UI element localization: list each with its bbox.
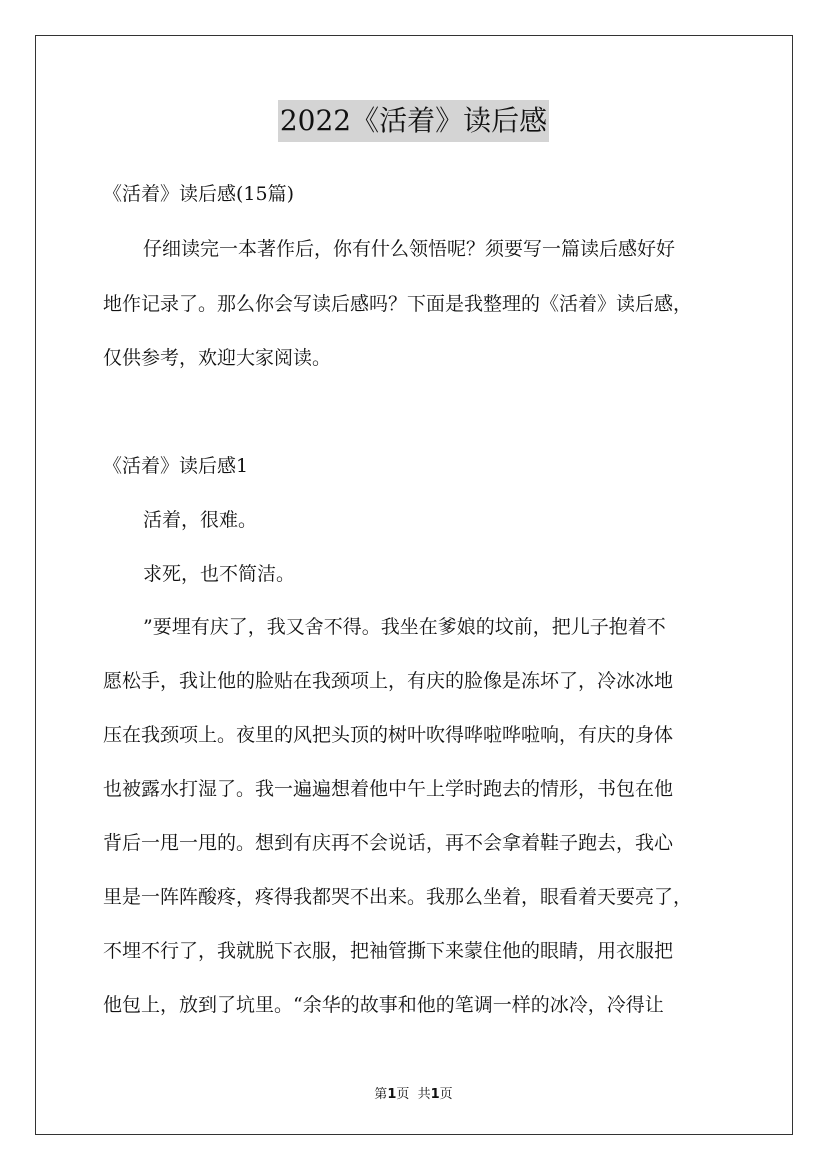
paragraph-3-line-5: 背后一甩一甩的。想到有庆再不会说话，再不会拿着鞋子跑去，我心 <box>103 832 674 854</box>
subtitle: 《活着》读后感(15篇) <box>103 183 295 205</box>
section-heading: 《活着》读后感1 <box>103 455 249 477</box>
intro-line-2: 地作记录了。那么你会写读后感吗？下面是我整理的《活着》读后感， <box>103 293 693 315</box>
paragraph-3-line-3: 压在我颈项上。夜里的风把头顶的树叶吹得哗啦哗啦响，有庆的身体 <box>103 724 674 746</box>
footer-mid: 页 共 <box>396 1087 431 1102</box>
document-title: 2022《活着》读后感 <box>278 100 549 142</box>
intro-line-1: 仔细读完一本著作后，你有什么领悟呢？须要写一篇读后感好好 <box>143 238 676 260</box>
paragraph-3-line-4: 也被露水打湿了。我一遍遍想着他中午上学时跑去的情形，书包在他 <box>103 778 674 800</box>
intro-line-3: 仅供参考，欢迎大家阅读。 <box>103 347 332 369</box>
paragraph-3-line-6: 里是一阵阵酸疼，疼得我都哭不出来。我那么坐着，眼看着天要亮了， <box>103 886 693 908</box>
footer-page-current: 1 <box>387 1087 397 1102</box>
paragraph-1: 活着，很难。 <box>143 509 258 531</box>
footer-prefix: 第 <box>374 1087 388 1102</box>
paragraph-3-line-2: 愿松手，我让他的脸贴在我颈项上，有庆的脸像是冻坏了，冷冰冰地 <box>103 670 674 692</box>
paragraph-3-line-8: 他包上，放到了坑里。“余华的故事和他的笔调一样的冰冷，冷得让 <box>103 994 664 1016</box>
footer-page-total: 1 <box>430 1087 440 1102</box>
title-container <box>0 100 827 142</box>
page-footer <box>0 1083 827 1102</box>
paragraph-3-line-7: 不埋不行了，我就脱下衣服，把袖管撕下来蒙住他的眼睛，用衣服把 <box>103 940 674 962</box>
paragraph-3-line-1: ”要埋有庆了，我又舍不得。我坐在爹娘的坟前，把儿子抱着不 <box>143 616 666 638</box>
footer-suffix: 页 <box>439 1087 453 1102</box>
paragraph-2: 求死，也不简洁。 <box>143 563 296 585</box>
